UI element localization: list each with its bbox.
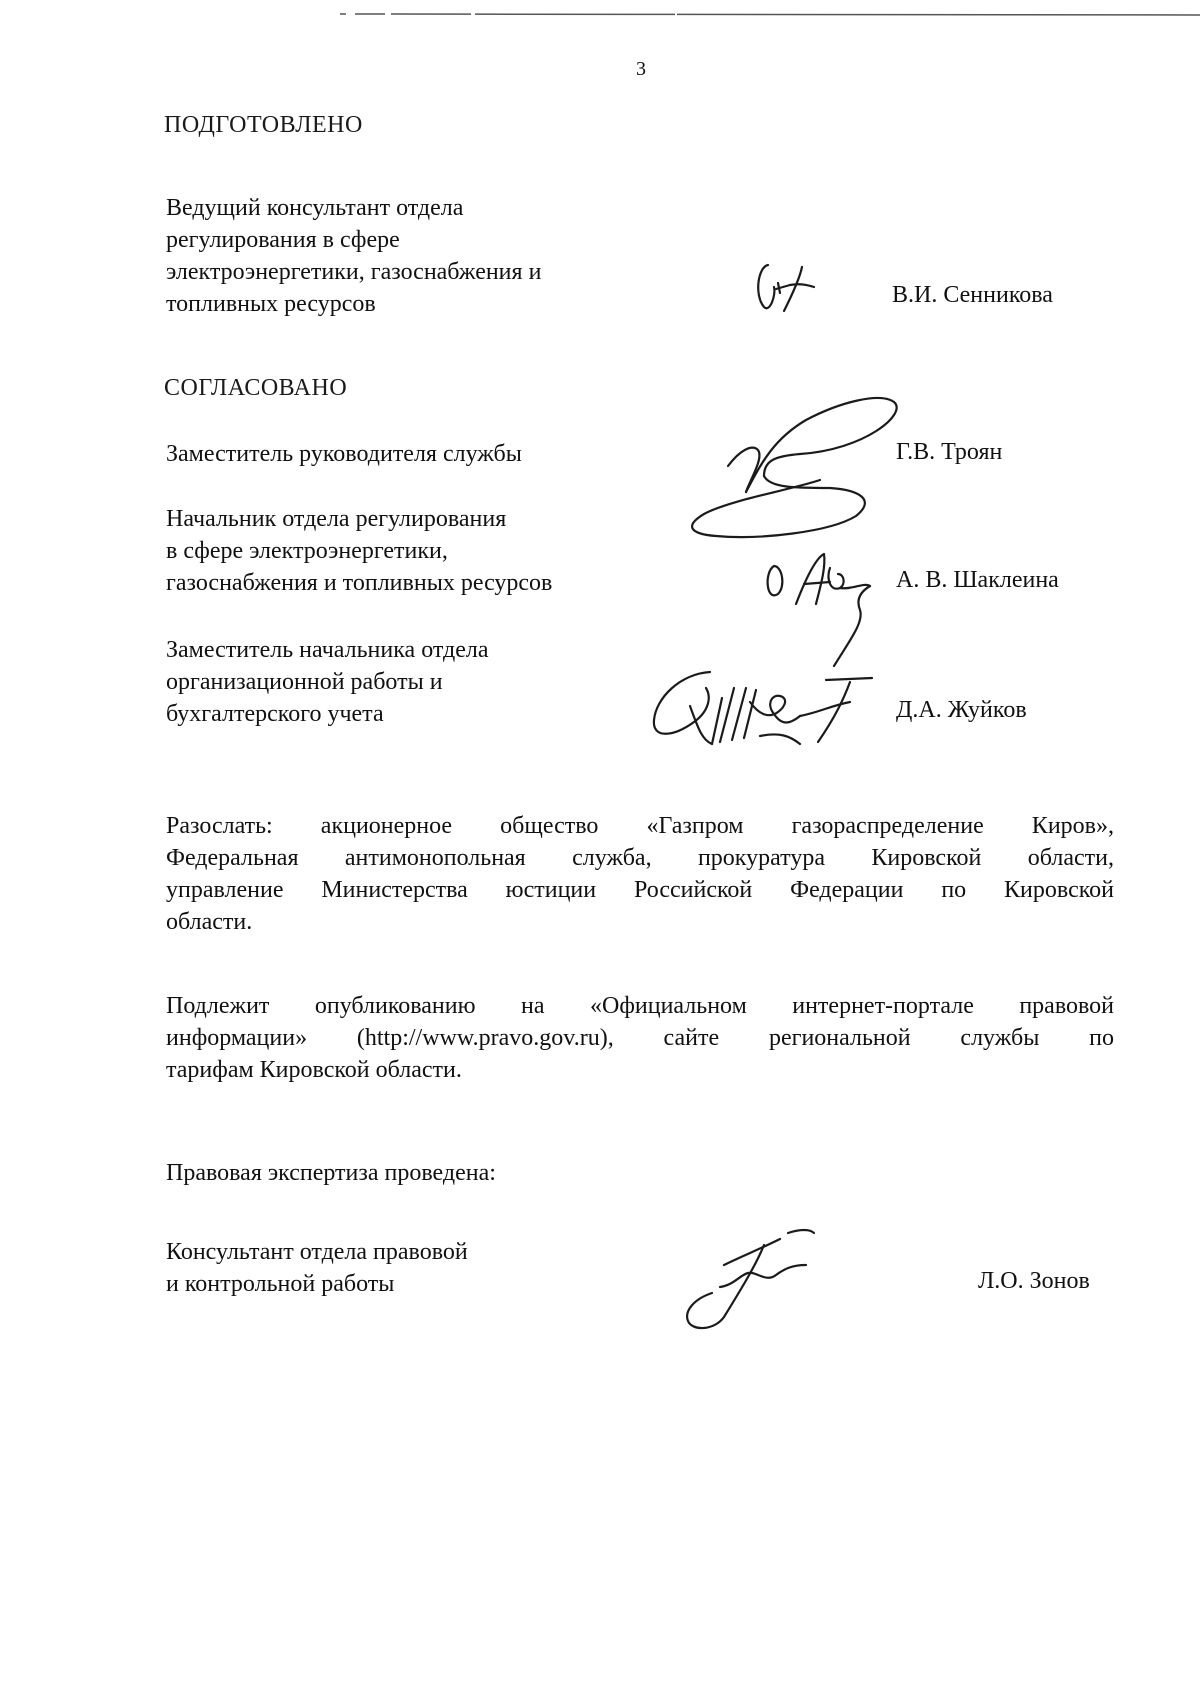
agreed-signatory-2-position bbox=[166, 503, 552, 599]
legal-review-position bbox=[166, 1236, 468, 1300]
signature-senikova bbox=[750, 255, 830, 317]
position-line: в сфере электроэнергетики, bbox=[166, 538, 448, 564]
distribution-line: управление Министерства юстиции Российской Федерации по Кировской bbox=[166, 877, 1114, 903]
page-number: 3 bbox=[636, 58, 646, 80]
signature-zhuykov bbox=[650, 658, 910, 758]
position-line: Заместитель начальника отдела bbox=[166, 637, 489, 663]
position-line: бухгалтерского учета bbox=[166, 701, 384, 727]
position-line: Начальник отдела регулирования bbox=[166, 506, 507, 532]
position-line: топливных ресурсов bbox=[166, 291, 376, 317]
position-line: Заместитель руководителя службы bbox=[166, 441, 522, 467]
publication-line: Подлежит опубликованию на «Официальном интернет-портале правовой bbox=[166, 993, 1114, 1019]
position-line: Консультант отдела правовой bbox=[166, 1239, 468, 1265]
signature-troyan bbox=[680, 380, 910, 550]
position-line: газоснабжения и топливных ресурсов bbox=[166, 570, 553, 596]
prepared-position bbox=[166, 192, 541, 320]
agreed-signatory-3-name: Д.А. Жуйков bbox=[896, 697, 1027, 723]
signature-zonov bbox=[680, 1225, 840, 1335]
legal-review-heading: Правовая экспертиза проведена: bbox=[166, 1160, 496, 1186]
prepared-heading: ПОДГОТОВЛЕНО bbox=[164, 112, 363, 138]
scan-top-edge-rule bbox=[340, 12, 1200, 16]
position-line: Ведущий консультант отдела bbox=[166, 195, 464, 221]
agreed-signatory-2-name: А. В. Шаклеина bbox=[896, 567, 1059, 593]
publication-paragraph bbox=[166, 990, 1114, 1086]
position-line: и контрольной работы bbox=[166, 1271, 395, 1297]
position-line: электроэнергетики, газоснабжения и bbox=[166, 259, 542, 285]
publication-line: тарифам Кировской области. bbox=[166, 1057, 462, 1083]
distribution-line: области. bbox=[166, 909, 253, 935]
position-line: регулирования в сфере bbox=[166, 227, 400, 253]
publication-line: информации» (http://www.pravo.gov.ru), сайте региональной службы по bbox=[166, 1025, 1114, 1051]
agreed-heading: СОГЛАСОВАНО bbox=[164, 375, 348, 401]
distribution-line: Федеральная антимонопольная служба, прокуратура Кировской области, bbox=[166, 845, 1114, 871]
position-line: организационной работы и bbox=[166, 669, 443, 695]
agreed-signatory-1-name: Г.В. Троян bbox=[896, 439, 1003, 465]
legal-review-name: Л.О. Зонов bbox=[978, 1268, 1090, 1294]
distribution-line: Разослать: акционерное общество «Газпром газораспределение Киров», bbox=[166, 813, 1114, 839]
agreed-signatory-1-position bbox=[166, 438, 522, 470]
prepared-name: В.И. Сенникова bbox=[892, 282, 1053, 308]
distribution-paragraph bbox=[166, 810, 1114, 938]
agreed-signatory-3-position bbox=[166, 634, 489, 730]
